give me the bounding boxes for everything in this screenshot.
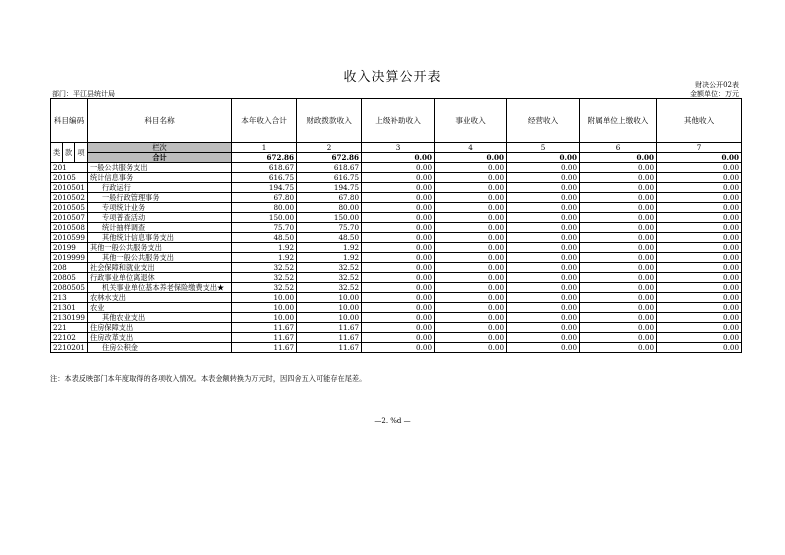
row-value: 0.00 <box>435 203 507 213</box>
row-code: 20199 <box>51 243 88 253</box>
row-value: 0.00 <box>362 263 435 273</box>
row-value: 0.00 <box>507 253 580 263</box>
row-value: 0.00 <box>435 273 507 283</box>
row-value: 0.00 <box>435 253 507 263</box>
row-value: 0.00 <box>580 263 657 273</box>
row-value: 0.00 <box>362 283 435 293</box>
row-value: 0.00 <box>657 173 742 183</box>
row-value: 0.00 <box>362 273 435 283</box>
row-name: 行政事业单位离退休 <box>88 273 232 283</box>
row-value: 10.00 <box>297 313 362 323</box>
row-value: 0.00 <box>507 303 580 313</box>
row-value: 0.00 <box>435 283 507 293</box>
row-value: 0.00 <box>580 203 657 213</box>
total-value: 672.86 <box>297 153 362 163</box>
table-row <box>51 223 742 233</box>
row-code: 2010599 <box>51 233 88 243</box>
row-name: 机关事业单位基本养老保险缴费支出★ <box>88 283 232 293</box>
row-value: 616.75 <box>297 173 362 183</box>
row-value: 0.00 <box>657 303 742 313</box>
colnum-3: 3 <box>362 143 435 153</box>
colnum-2: 2 <box>297 143 362 153</box>
row-value: 80.00 <box>232 203 297 213</box>
total-value: 0.00 <box>657 153 742 163</box>
row-value: 0.00 <box>362 253 435 263</box>
row-value: 11.67 <box>297 343 362 353</box>
row-value: 0.00 <box>362 333 435 343</box>
row-value: 11.67 <box>297 333 362 343</box>
row-value: 32.52 <box>232 273 297 283</box>
row-value: 0.00 <box>507 163 580 173</box>
row-name: 其他农业支出 <box>88 313 232 323</box>
row-value: 0.00 <box>362 173 435 183</box>
table-row <box>51 163 742 173</box>
row-value: 0.00 <box>580 213 657 223</box>
row-value: 10.00 <box>232 293 297 303</box>
row-value: 0.00 <box>362 163 435 173</box>
row-code: 213 <box>51 293 88 303</box>
row-value: 0.00 <box>362 313 435 323</box>
colnum-4: 4 <box>435 143 507 153</box>
row-value: 0.00 <box>580 273 657 283</box>
row-value: 0.00 <box>362 293 435 303</box>
row-value: 0.00 <box>362 343 435 353</box>
row-value: 0.00 <box>657 223 742 233</box>
row-value: 0.00 <box>507 333 580 343</box>
header-col-5: 经营收入 <box>507 99 580 143</box>
row-value: 0.00 <box>657 193 742 203</box>
row-value: 0.00 <box>580 253 657 263</box>
row-value: 1.92 <box>297 243 362 253</box>
amount-unit: 金额单位：万元 <box>690 90 739 98</box>
row-value: 0.00 <box>507 223 580 233</box>
row-value: 0.00 <box>362 323 435 333</box>
row-code: 2010507 <box>51 213 88 223</box>
row-value: 0.00 <box>362 193 435 203</box>
table-row <box>51 173 742 183</box>
header-code: 科目编码 <box>51 99 88 143</box>
report-title: 收入决算公开表 <box>343 70 442 85</box>
lanci-label: 栏次 <box>88 143 232 153</box>
table-row <box>51 253 742 263</box>
row-name: 统计抽样调查 <box>88 223 232 233</box>
row-value: 80.00 <box>297 203 362 213</box>
row-value: 0.00 <box>580 183 657 193</box>
header-lei: 类 <box>51 143 63 163</box>
row-value: 0.00 <box>657 293 742 303</box>
row-value: 75.70 <box>232 223 297 233</box>
row-value: 0.00 <box>435 173 507 183</box>
row-value: 0.00 <box>362 183 435 193</box>
row-value: 11.67 <box>232 323 297 333</box>
row-name: 其他一般公共服务支出 <box>88 243 232 253</box>
row-value: 48.50 <box>232 233 297 243</box>
row-value: 616.75 <box>232 173 297 183</box>
row-value: 32.52 <box>297 263 362 273</box>
row-value: 0.00 <box>580 283 657 293</box>
row-value: 618.67 <box>232 163 297 173</box>
revenue-table <box>50 98 742 353</box>
row-value: 0.00 <box>507 213 580 223</box>
row-code: 21301 <box>51 303 88 313</box>
total-label: 合计 <box>88 153 232 163</box>
row-value: 0.00 <box>435 213 507 223</box>
row-value: 0.00 <box>435 293 507 303</box>
row-value: 48.50 <box>297 233 362 243</box>
row-value: 0.00 <box>435 333 507 343</box>
row-value: 1.92 <box>232 253 297 263</box>
row-value: 0.00 <box>435 303 507 313</box>
table-row <box>51 303 742 313</box>
table-row <box>51 313 742 323</box>
row-name: 专项普查活动 <box>88 213 232 223</box>
colnum-6: 6 <box>580 143 657 153</box>
table-row <box>51 333 742 343</box>
row-value: 0.00 <box>507 293 580 303</box>
header-col-2: 财政拨款收入 <box>297 99 362 143</box>
row-value: 0.00 <box>507 343 580 353</box>
header-col-1: 本年收入合计 <box>232 99 297 143</box>
row-value: 1.92 <box>297 253 362 263</box>
row-value: 0.00 <box>362 243 435 253</box>
row-code: 20805 <box>51 273 88 283</box>
row-name: 农业 <box>88 303 232 313</box>
row-value: 0.00 <box>657 163 742 173</box>
row-value: 0.00 <box>657 273 742 283</box>
table-body <box>51 99 742 353</box>
row-value: 0.00 <box>580 163 657 173</box>
row-code: 2019999 <box>51 253 88 263</box>
header-col-6: 附属单位上缴收入 <box>580 99 657 143</box>
row-value: 0.00 <box>580 333 657 343</box>
row-value: 67.80 <box>232 193 297 203</box>
total-value: 0.00 <box>507 153 580 163</box>
row-code: 2210201 <box>51 343 88 353</box>
row-code: 2010502 <box>51 193 88 203</box>
row-value: 150.00 <box>297 213 362 223</box>
row-value: 0.00 <box>507 203 580 213</box>
row-name: 其他统计信息事务支出 <box>88 233 232 243</box>
row-value: 0.00 <box>435 183 507 193</box>
row-value: 0.00 <box>507 183 580 193</box>
row-name: 专项统计业务 <box>88 203 232 213</box>
table-row <box>51 243 742 253</box>
table-row <box>51 213 742 223</box>
row-name: 行政运行 <box>88 183 232 193</box>
row-value: 32.52 <box>297 283 362 293</box>
table-row <box>51 193 742 203</box>
row-code: 2010505 <box>51 203 88 213</box>
row-value: 0.00 <box>507 283 580 293</box>
form-number: 财决公开02表 <box>695 81 739 89</box>
row-name: 住房保障支出 <box>88 323 232 333</box>
table-row <box>51 233 742 243</box>
row-value: 32.52 <box>232 263 297 273</box>
row-value: 0.00 <box>657 213 742 223</box>
row-value: 0.00 <box>507 233 580 243</box>
total-row <box>51 153 742 163</box>
row-value: 10.00 <box>297 293 362 303</box>
row-value: 11.67 <box>297 323 362 333</box>
row-value: 150.00 <box>232 213 297 223</box>
row-name: 社会保障和就业支出 <box>88 263 232 273</box>
row-value: 0.00 <box>362 233 435 243</box>
row-value: 0.00 <box>435 263 507 273</box>
header-col-4: 事业收入 <box>435 99 507 143</box>
table-row <box>51 343 742 353</box>
colnum-7: 7 <box>657 143 742 153</box>
row-value: 75.70 <box>297 223 362 233</box>
row-value: 0.00 <box>435 343 507 353</box>
row-code: 2010508 <box>51 223 88 233</box>
row-code: 2010501 <box>51 183 88 193</box>
row-value: 0.00 <box>580 233 657 243</box>
header-kuan: 款 <box>63 143 75 163</box>
row-value: 0.00 <box>362 203 435 213</box>
table-row <box>51 183 742 193</box>
row-code: 2080505 <box>51 283 88 293</box>
row-value: 67.80 <box>297 193 362 203</box>
row-value: 194.75 <box>232 183 297 193</box>
total-value: 0.00 <box>362 153 435 163</box>
row-value: 0.00 <box>580 343 657 353</box>
row-value: 0.00 <box>435 233 507 243</box>
row-value: 0.00 <box>435 223 507 233</box>
page-number: —2. %d — <box>374 417 411 425</box>
row-value: 10.00 <box>232 313 297 323</box>
row-code: 208 <box>51 263 88 273</box>
row-value: 32.52 <box>297 273 362 283</box>
row-value: 0.00 <box>580 293 657 303</box>
row-value: 0.00 <box>657 343 742 353</box>
row-value: 0.00 <box>657 283 742 293</box>
row-value: 0.00 <box>657 253 742 263</box>
row-value: 0.00 <box>657 313 742 323</box>
total-value: 0.00 <box>580 153 657 163</box>
total-value: 0.00 <box>435 153 507 163</box>
row-value: 0.00 <box>657 203 742 213</box>
row-value: 0.00 <box>435 323 507 333</box>
row-value: 11.67 <box>232 333 297 343</box>
row-code: 2130199 <box>51 313 88 323</box>
row-value: 0.00 <box>435 243 507 253</box>
header-col-7: 其他收入 <box>657 99 742 143</box>
row-value: 0.00 <box>580 243 657 253</box>
header-xiang: 项 <box>75 143 88 163</box>
row-value: 0.00 <box>507 313 580 323</box>
row-name: 其他一般公共服务支出 <box>88 253 232 263</box>
row-value: 618.67 <box>297 163 362 173</box>
table-note: 注：本表反映部门本年度取得的各项收入情况。本表金额转换为万元时，因四舍五入可能存在尾差。 <box>50 374 367 383</box>
table-row <box>51 273 742 283</box>
row-value: 0.00 <box>657 183 742 193</box>
row-value: 11.67 <box>232 343 297 353</box>
row-value: 0.00 <box>657 263 742 273</box>
row-value: 194.75 <box>297 183 362 193</box>
header-name: 科目名称 <box>88 99 232 143</box>
row-value: 0.00 <box>580 173 657 183</box>
row-value: 0.00 <box>362 213 435 223</box>
row-code: 22102 <box>51 333 88 343</box>
table-row <box>51 293 742 303</box>
table-row <box>51 203 742 213</box>
row-name: 统计信息事务 <box>88 173 232 183</box>
row-value: 10.00 <box>232 303 297 313</box>
header-row <box>51 99 742 143</box>
row-value: 0.00 <box>435 193 507 203</box>
row-value: 0.00 <box>362 223 435 233</box>
row-value: 0.00 <box>507 243 580 253</box>
total-value: 672.86 <box>232 153 297 163</box>
row-value: 0.00 <box>435 313 507 323</box>
row-value: 0.00 <box>362 303 435 313</box>
colnum-1: 1 <box>232 143 297 153</box>
row-name: 一般行政管理事务 <box>88 193 232 203</box>
row-value: 0.00 <box>580 193 657 203</box>
row-name: 住房公积金 <box>88 343 232 353</box>
row-value: 0.00 <box>507 173 580 183</box>
header-col-3: 上级补助收入 <box>362 99 435 143</box>
row-value: 0.00 <box>507 323 580 333</box>
row-value: 0.00 <box>580 323 657 333</box>
row-value: 0.00 <box>657 333 742 343</box>
table-row <box>51 263 742 273</box>
row-name: 农林水支出 <box>88 293 232 303</box>
row-value: 32.52 <box>232 283 297 293</box>
row-value: 10.00 <box>297 303 362 313</box>
row-value: 0.00 <box>507 273 580 283</box>
colnum-5: 5 <box>507 143 580 153</box>
column-number-row <box>51 143 742 153</box>
row-value: 0.00 <box>657 233 742 243</box>
row-value: 0.00 <box>507 193 580 203</box>
department-label: 部门：平江县统计局 <box>52 90 115 98</box>
row-value: 0.00 <box>580 313 657 323</box>
row-value: 1.92 <box>232 243 297 253</box>
table-row <box>51 323 742 333</box>
row-name: 一般公共服务支出 <box>88 163 232 173</box>
row-code: 201 <box>51 163 88 173</box>
row-value: 0.00 <box>435 163 507 173</box>
row-value: 0.00 <box>580 223 657 233</box>
row-value: 0.00 <box>657 243 742 253</box>
row-code: 221 <box>51 323 88 333</box>
row-value: 0.00 <box>507 263 580 273</box>
table-row <box>51 283 742 293</box>
row-value: 0.00 <box>580 303 657 313</box>
row-name: 住房改革支出 <box>88 333 232 343</box>
row-code: 20105 <box>51 173 88 183</box>
row-value: 0.00 <box>657 323 742 333</box>
